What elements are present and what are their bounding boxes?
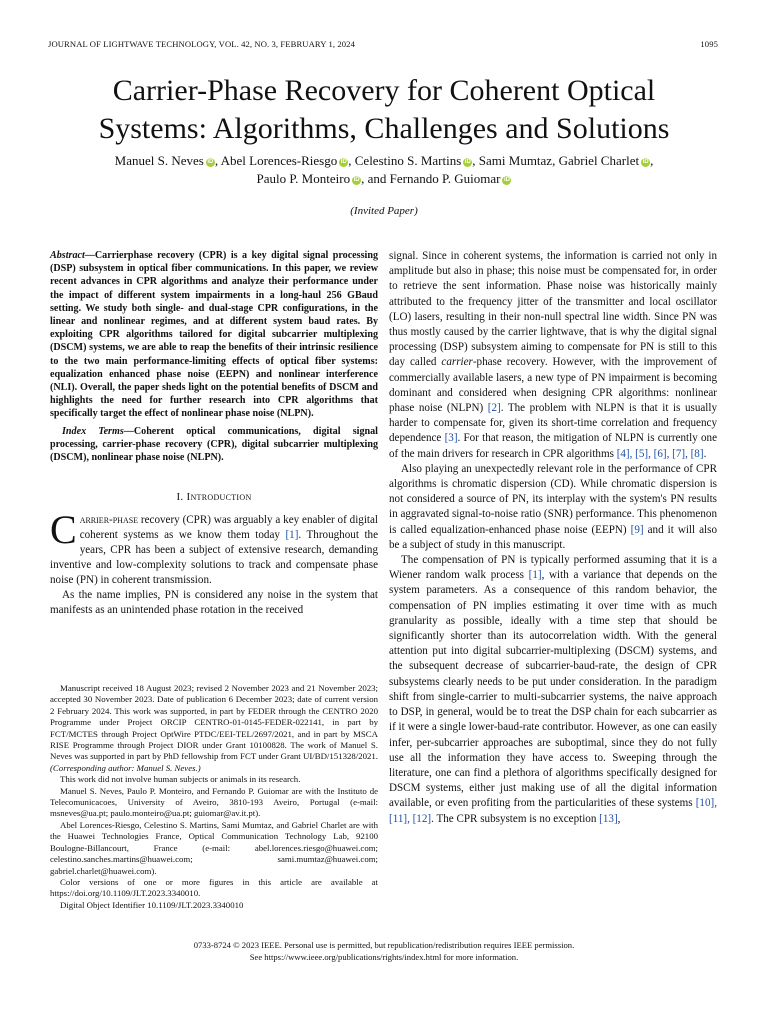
orcid-icon[interactable]: iD (503, 177, 510, 183)
orcid-icon[interactable]: iD (353, 177, 360, 183)
section-heading-introduction (50, 490, 378, 505)
abstract (50, 249, 378, 421)
right-paragraph-3: The compensation of PN is typically performed assuming that it is a Wiener random walk process [1], with a variance that depends on the system parameters. As a consequence of this random behavior, the compensation of PN implies estimating it over time with as much granularity as possible, ideally with a time step that should be significantly shorter than its autocorrelation width. With the general attention put into digital subcarrier-multiplexing (DSCM) systems, and the subsequent decrease of subcarrier-baud-rate, the design of CPR subsystems clearly needs to be put under consideration. In the paradigm shift from single-carrier to multi-subcarrier systems, the naive approach to DSP, in general, would be to treat the DSP chain for each subcarrier as if it were a single lower-baud-rate contributor. However, as one can easily infer, per-subcarrier approaches are suboptimal, since they do not fully use all the information they have access to. Sweeping through the literature, one can find a plethora of algorithms specifically designed for DSCM systems, either just making use of all the digital information available, or even profiting from the particularities of these systems [10], [11], [12]. The CPR subsystem is no exception [13], (389, 554, 718, 825)
author-name: Paulo P. Monteiro (256, 171, 351, 186)
author-name: Manuel S. Neves (114, 153, 204, 168)
abstract-text: —Carrierphase recovery (CPR) is a key digital signal processing (DSP) subsystem in optical fiber communications. In this paper, we review recent advances in CPR algorithms and analyze their performance under the impact of different system impairments in a long-haul 256 GBaud setting. We study both single- and dual-stage CPR configurations, in the linear and nonlinear regimes, and at different system baud rates. By exploiting CPR algorithms tailored for digital subcarrier multiplexing (DSCM) systems, we are able to reap the benefits of their intrinsic resilience to the two main performance-limiting effects of optical fiber systems: equalization enhanced phase noise (EEPN) and nonlinear interference (NLI). Overall, the paper sheds light on the potential benefits of DSCM and highlights the need for further research into CPR algorithms that specifically target the effect of nonlinear phase noise (NLPN). (50, 250, 378, 420)
drop-cap: C (50, 507, 77, 553)
orcid-icon[interactable]: iD (642, 159, 649, 165)
author-name: Celestino S. Martins (354, 153, 462, 168)
page-number: 1095 (700, 39, 718, 49)
section-number: I. (176, 491, 184, 504)
orcid-icon[interactable]: iD (207, 159, 214, 165)
intro-smallcaps: arrier-phase (79, 514, 139, 527)
citation-link[interactable]: [9] (630, 523, 644, 536)
right-paragraph-1: signal. Since in coherent systems, the information is carried not only in amplitude but also in phase; this noise must be compensated for, in order to retrieve the sent information. Phase noise was historically mainly attributed to the frequency jitter of the transmitter and local oscillator (LO) lasers, resulting in their non-null spectral line width. Since PN was thus mostly caused by the carrier lightwave, that is why the digital signal processing (DSP) subsystem aiming to compensate for PN is still to this day called carrier-phase recovery. However, with the improvement of commercially available lasers, a new type of PN impairment is becoming dominant and considered when designing CPR algorithms: nonlinear phase noise (NLPN) [2]. The problem with NLPN is that it is usually harder to compensate for, given its short-time correlation and frequency dependence [3]. For that reason, the mitigation of NLPN is currently one of the main drivers for research in CPR algorithms [4], [5], [6], [7], [8]. (389, 250, 717, 460)
footnote-ethics: This work did not involve human subjects or animals in its research. (60, 774, 301, 785)
copyright-line-2: See https://www.ieee.org/publications/rights/index.html for more information. (249, 951, 519, 962)
right-paragraph-2: Also playing an unexpectedly relevant role in the performance of CPR algorithms is chromatic dispersion (CD). While chromatic dispersion is not considered a source of PN, its interplay with the system's PN results in aggravated signal-to-noise ratio (SNR) performance. This phenomenon is called equalization-enhanced phase noise (EEPN) [9] and it will also be a subject of study in this manuscript. (389, 462, 717, 551)
author-name: Sami Mumtaz (478, 153, 553, 168)
section-title: Introduction (186, 491, 252, 504)
citation-link[interactable]: [1] (528, 569, 542, 582)
invited-paper-label: (Invited Paper) (350, 205, 418, 217)
citation-link[interactable]: [10], [11], [12] (389, 797, 717, 825)
footnote-affiliation-1: Manuel S. Neves, Paulo P. Monteiro, and Fernando P. Guiomar are with the Instituto de Telecomunicacoes, University of Aveiro, 3810-193 Aveiro, Portugal (e-mail: msneves@ua.pt; paulo.monteiro@ua.pt; guiomar@av.it.pt). (50, 785, 378, 819)
index-terms-label: Index Terms (62, 425, 124, 437)
left-column (50, 249, 378, 618)
index-terms (50, 425, 378, 465)
orcid-icon[interactable]: iD (464, 159, 471, 165)
author-name: Fernando P. Guiomar (389, 171, 501, 186)
journal-name: JOURNAL OF LIGHTWAVE TECHNOLOGY, VOL. 42, NO. 3, FEBRUARY 1, 2024 (48, 39, 355, 49)
citation-link[interactable]: [3] (444, 432, 458, 445)
citation-link[interactable]: [1] (285, 529, 299, 542)
orcid-icon[interactable]: iD (340, 159, 347, 165)
copyright-notice (0, 940, 768, 963)
paper-title (40, 72, 728, 148)
footnote-color-versions: Color versions of one or more figures in this article are available at https://doi.org/10.1109/JLT.2023.3340010. (50, 876, 378, 899)
title-line-1: Carrier-Phase Recovery for Coherent Optical (112, 74, 656, 107)
title-line-2: Systems: Algorithms, Challenges and Solutions (98, 112, 670, 145)
author-line-2: Paulo P. Monteiro iD , and Fernando P. Guiomar iD (256, 171, 510, 186)
author-name: Gabriel Charlet (558, 153, 640, 168)
running-header (48, 39, 718, 53)
citation-link[interactable]: [4], [5], [6], [7], [8] (616, 447, 704, 460)
footnote-affiliation-2: Abel Lorences-Riesgo, Celestino S. Martins, Sami Mumtaz, and Gabriel Charlet are with the Huawei Technologies France, Optical Communication Technology Lab, 92100 Boulogne-Billancourt, France (e-mail: abel.lorences.riesgo@huawei.com; celestino.sanches.martins@huawei.com; sami.mumtaz@huawei.com; gabriel.charlet@huawei.com). (50, 819, 378, 876)
right-column (389, 249, 717, 827)
author-line-1: Manuel S. Neves iD , Abel Lorences-Riesgo iD , Celestino S. Martins iD , Sami Mumtaz, Gabriel Charlet iD , (114, 153, 654, 168)
author-list (48, 152, 720, 188)
intro-paragraph-2: As the name implies, PN is considered any noise in the system that manifests as an unintended phase rotation in the received (50, 589, 378, 617)
first-page-footnote (50, 683, 378, 911)
footnote-doi: Digital Object Identifier 10.1109/JLT.2023.3340010 (60, 899, 244, 910)
copyright-line-1: 0733-8724 © 2023 IEEE. Personal use is permitted, but republication/redistribution requires IEEE permission. (193, 940, 575, 950)
citation-link[interactable]: [13] (599, 812, 618, 825)
author-name: Abel Lorences-Riesgo (220, 153, 338, 168)
footnote-manuscript: Manuscript received 18 August 2023; revised 2 November 2023 and 21 November 2023; accepted 30 November 2023. Date of publication 6 December 2023; date of current version 2 February 2024. This work was supported, in part by FEDER through the CENTRO 2020 Programme under Project ORCIP CENTRO-01-0145-FEDER-022141, in part by FCT/MCTES through Project OptWire PTDC/EEI-TEL/2697/2021, and in part by MSCA RISE Programme through Project DIOR under Grant 10100828. The work of Manuel S. Neves was supported in part by PhD fellowship from FCT under Grant UI/BD/151328/2021. (Corresponding author: Manuel S. Neves.) (50, 683, 378, 773)
index-terms-text: —Coherent optical communications, digital signal processing, carrier-phase recovery (CPR), digital subcarrier multiplexing (DSCM), nonlinear phase noise (NLPN). (50, 425, 378, 464)
abstract-label: Abstract (50, 250, 85, 261)
intro-paragraph-1: Carrier-phase recovery (CPR) was arguably a key enabler of digital coherent systems as we know them today [1]. Throughout the years, CPR has been a subject of extensive research, demanding inventive and low-complexity solutions to track and compensate phase noise (PN) in coherent transmission. (50, 507, 378, 587)
citation-link[interactable]: [2] (487, 402, 501, 415)
